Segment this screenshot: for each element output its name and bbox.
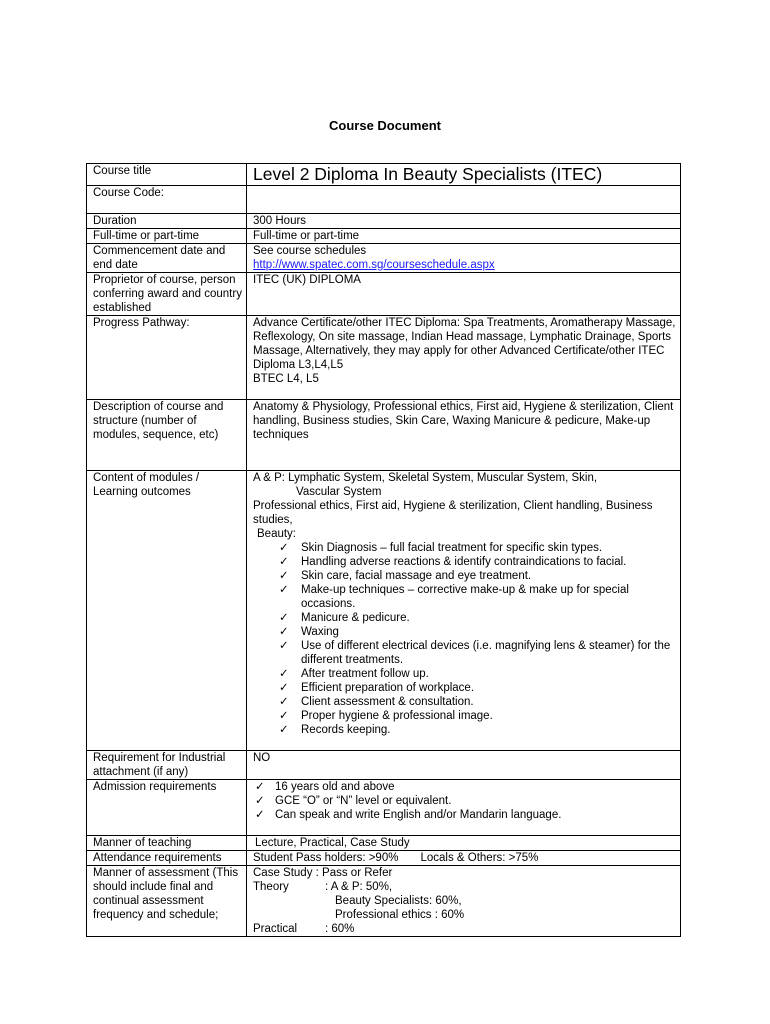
check-icon: ✓	[279, 584, 289, 596]
assessment-practical: Practical : 60%	[253, 923, 355, 935]
list-item: ✓ Can speak and write English and/or Mandarin language.	[255, 809, 562, 821]
check-icon: ✓	[279, 710, 289, 722]
row-pathway	[87, 316, 681, 400]
check-icon: ✓	[279, 612, 289, 624]
list-item: ✓ Records keeping.	[279, 724, 391, 736]
content-line-3: Professional ethics, First aid, Hygiene & sterilization, Client handling, Business studies,	[253, 500, 653, 526]
value-course-title: Level 2 Diploma In Beauty Specialists (ITEC)	[247, 164, 681, 186]
row-proprietor	[87, 273, 681, 316]
pathway-text: Advance Certificate/other ITEC Diploma: Spa Treatments, Aromatherapy Massage, Reflexology, On site massage, Indian Head massage, Lymphatic Drainage, Sports Massage, Alternatively, they may apply for other Advanced Certificate/other ITEC Diploma L3,L4,L5	[253, 317, 676, 371]
commencement-text: See course schedules	[253, 245, 367, 257]
label-assessment: Manner of assessment (This should include final and continual assessment frequency and schedule;	[87, 866, 247, 937]
value-assessment	[247, 866, 681, 937]
check-icon: ✓	[255, 781, 265, 793]
row-attendance	[87, 851, 681, 866]
row-course-title	[87, 164, 681, 186]
label-teaching: Manner of teaching	[87, 836, 247, 851]
label-course-code: Course Code:	[87, 186, 247, 214]
list-item: ✓ Handling adverse reactions & identify contraindications to facial.	[279, 556, 627, 568]
row-industrial	[87, 751, 681, 780]
assessment-theory: Theory : A & P: 50%,	[253, 881, 393, 893]
list-item: ✓ Efficient preparation of workplace.	[279, 682, 475, 694]
course-schedule-link[interactable]: http://www.spatec.com.sg/courseschedule.aspx	[253, 259, 495, 271]
list-item: ✓ Make-up techniques – corrective make-up & make up for special occasions.	[279, 584, 629, 610]
value-mode: Full-time or part-time	[247, 229, 681, 244]
value-industrial: NO	[247, 751, 681, 780]
row-description	[87, 400, 681, 471]
list-item: ✓ Waxing	[279, 626, 339, 638]
check-icon: ✓	[279, 640, 289, 652]
list-item: ✓ Skin care, facial massage and eye treatment.	[279, 570, 532, 582]
label-admission: Admission requirements	[87, 780, 247, 836]
label-proprietor: Proprietor of course, person conferring award and country established	[87, 273, 247, 316]
row-mode	[87, 229, 681, 244]
list-item: ✓ Skin Diagnosis – full facial treatment for specific skin types.	[279, 542, 603, 554]
list-item: ✓ 16 years old and above	[255, 781, 395, 793]
check-icon: ✓	[279, 682, 289, 694]
label-course-title: Course title	[87, 164, 247, 186]
label-industrial: Requirement for Industrial attachment (if any)	[87, 751, 247, 780]
content-beauty-heading: Beauty:	[257, 528, 296, 540]
label-attendance: Attendance requirements	[87, 851, 247, 866]
check-icon: ✓	[279, 542, 289, 554]
list-item: ✓ GCE “O” or “N” level or equivalent.	[255, 795, 452, 807]
check-icon: ✓	[279, 668, 289, 680]
assessment-theory-3: Professional ethics : 60%	[335, 909, 465, 921]
check-icon: ✓	[279, 724, 289, 736]
check-icon: ✓	[279, 696, 289, 708]
assessment-theory-2: Beauty Specialists: 60%,	[335, 895, 462, 907]
assessment-case-study: Case Study : Pass or Refer	[253, 867, 393, 879]
list-item: ✓ Use of different electrical devices (i.e. magnifying lens & steamer) for the different treatments.	[279, 640, 671, 666]
value-teaching: Lecture, Practical, Case Study	[247, 836, 681, 851]
row-commencement	[87, 244, 681, 273]
row-content	[87, 471, 681, 751]
document-heading: Course Document	[329, 118, 441, 133]
label-commencement: Commencement date and end date	[87, 244, 247, 273]
list-item: ✓ Manicure & pedicure.	[279, 612, 410, 624]
course-table	[86, 163, 681, 937]
value-duration: 300 Hours	[247, 214, 681, 229]
value-admission	[247, 780, 681, 836]
list-item: ✓ After treatment follow up.	[279, 668, 429, 680]
content-line-1: A & P: Lymphatic System, Skeletal System, Muscular System, Skin,	[253, 472, 598, 484]
label-mode: Full-time or part-time	[87, 229, 247, 244]
pathway-text-2: BTEC L4, L5	[253, 373, 319, 385]
row-assessment	[87, 866, 681, 937]
value-course-code	[247, 186, 681, 214]
list-item: ✓ Client assessment & consultation.	[279, 696, 474, 708]
label-content: Content of modules / Learning outcomes	[87, 471, 247, 751]
beauty-outcome-list	[253, 541, 680, 737]
check-icon: ✓	[255, 809, 265, 821]
check-icon: ✓	[255, 795, 265, 807]
value-description: Anatomy & Physiology, Professional ethics, First aid, Hygiene & sterilization, Client handling, Business studies, Skin Care, Waxing Manicure & pedicure, Make-up techniques	[247, 400, 681, 471]
check-icon: ✓	[279, 570, 289, 582]
value-pathway	[247, 316, 681, 400]
value-content	[247, 471, 681, 751]
list-item: ✓ Proper hygiene & professional image.	[279, 710, 493, 722]
row-course-code	[87, 186, 681, 214]
value-attendance: Student Pass holders: >90% Locals & Others: >75%	[247, 851, 681, 866]
value-proprietor: ITEC (UK) DIPLOMA	[247, 273, 681, 316]
value-commencement	[247, 244, 681, 273]
row-teaching	[87, 836, 681, 851]
label-duration: Duration	[87, 214, 247, 229]
row-duration	[87, 214, 681, 229]
check-icon: ✓	[279, 556, 289, 568]
content-line-2: Vascular System	[296, 486, 382, 498]
label-description: Description of course and structure (number of modules, sequence, etc)	[87, 400, 247, 471]
admission-list	[253, 780, 680, 822]
check-icon: ✓	[279, 626, 289, 638]
row-admission	[87, 780, 681, 836]
label-pathway: Progress Pathway:	[87, 316, 247, 400]
